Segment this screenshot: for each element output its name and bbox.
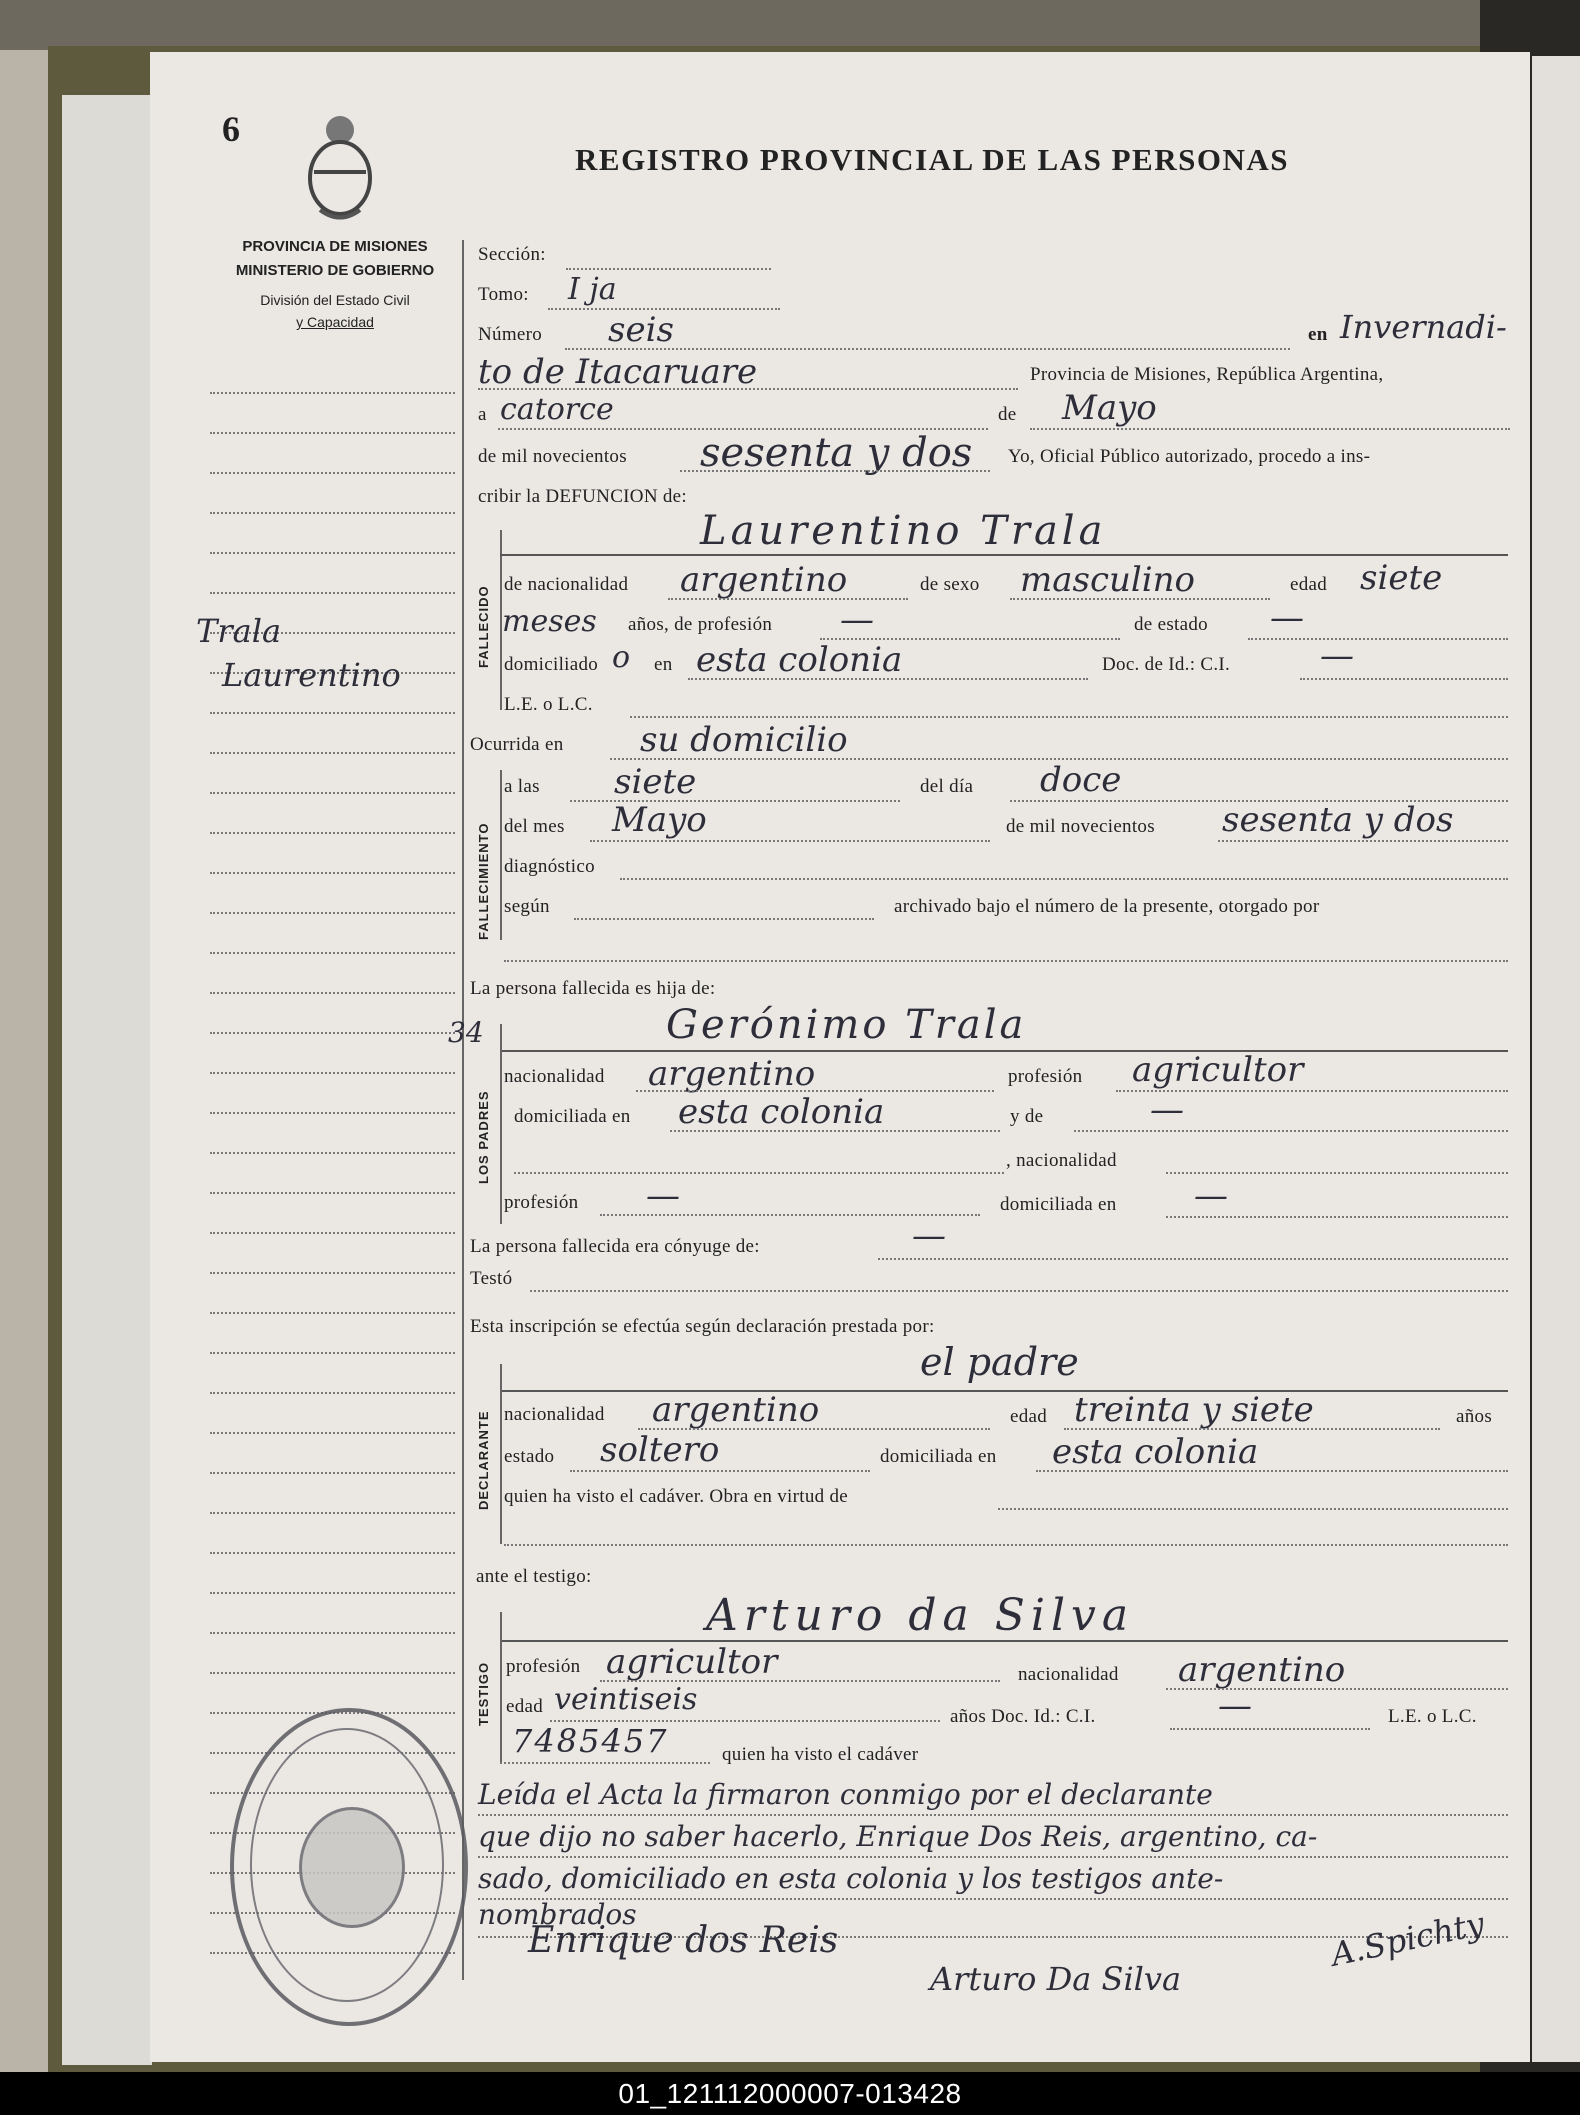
label-estado-decl: estado (504, 1446, 555, 1467)
label-tomo: Tomo: (478, 284, 529, 305)
testigo-rule (500, 1612, 502, 1762)
value-testigo-nacionalidad: argentino (1178, 1650, 1346, 1690)
mes-fallecimiento-line (590, 840, 990, 842)
value-conyuge: — (912, 1216, 946, 1256)
madre-line (1074, 1130, 1508, 1132)
label-profesion-madre: profesión (504, 1192, 579, 1213)
sexo-line (1010, 598, 1270, 600)
note-text-3: sado, domiciliado en esta colonia y los testigos ante- (478, 1862, 1224, 1895)
value-doc: — (1320, 636, 1354, 676)
coat-of-arms-icon (300, 110, 380, 230)
label-edad: edad (1290, 574, 1328, 595)
padre-line (500, 1050, 1508, 1052)
value-madre: — (1150, 1090, 1184, 1130)
madre-domicilio-line (1166, 1216, 1508, 1218)
label-de-mil: de mil novecientos (478, 446, 627, 467)
label-domiciliada-en: domiciliada en (514, 1106, 631, 1127)
margin-given-name: Laurentino (222, 656, 401, 694)
label-de-nacionalidad: de nacionalidad (504, 574, 629, 595)
label-ante-testigo: ante el testigo: (476, 1566, 592, 1587)
side-label-declarante: DECLARANTE (476, 1410, 491, 1510)
page-number: 6 (222, 109, 240, 149)
madre-nacionalidad-line (1166, 1172, 1508, 1174)
value-edad-1: siete (1360, 558, 1443, 598)
label-en: en (1308, 324, 1328, 345)
label-en-domicilio: en (654, 654, 673, 675)
label-nacionalidad-testigo: nacionalidad (1018, 1664, 1119, 1685)
official-seal (230, 1708, 468, 2026)
archivado-line (504, 960, 1508, 962)
value-domicilio: esta colonia (696, 640, 903, 680)
value-nombre: Laurentino Trala (700, 508, 1107, 554)
side-label-padres: LOS PADRES (476, 1090, 491, 1184)
org-ministry: MINISTERIO DE GOBIERNO (235, 262, 435, 279)
value-testigo-ci: — (1218, 1686, 1252, 1726)
label-del-dia: del día (920, 776, 974, 797)
value-place-1: Invernadi- (1340, 308, 1507, 346)
label-segun: según (504, 896, 550, 917)
nombre-line (500, 554, 1508, 556)
label-domiciliada-en-2: domiciliada en (1000, 1194, 1117, 1215)
value-profesion: — (840, 600, 874, 640)
value-declarante: el padre (920, 1340, 1079, 1384)
image-caption: 01_121112000007-013428 (0, 2072, 1580, 2115)
label-testo: Testó (470, 1268, 513, 1289)
value-padre-prefix: 34 (448, 1016, 484, 1049)
org-division: División del Estado Civil (260, 292, 410, 308)
note-line-2 (478, 1856, 1508, 1858)
value-ocurrida: su domicilio (640, 720, 848, 760)
diagnostico-line (620, 878, 1508, 880)
label-de: de (998, 404, 1017, 425)
value-mes-fallecimiento: Mayo (612, 800, 707, 840)
value-dia: catorce (500, 392, 614, 427)
doc-line (1300, 678, 1508, 680)
label-archivado: archivado bajo el número de la presente, otorgado por (894, 896, 1320, 917)
signature-officer: A.Spichty (1327, 1904, 1488, 1974)
decl-domicilio-line (1036, 1470, 1508, 1472)
value-domicilio-suffix: o (612, 640, 631, 675)
label-profesion-padre: profesión (1008, 1066, 1083, 1087)
label-a: a (478, 404, 487, 425)
label-ocurrida-en: Ocurrida en (470, 734, 564, 755)
anio-fallecimiento-line (1218, 840, 1508, 842)
label-de-sexo: de sexo (920, 574, 980, 595)
form-left-rule (462, 240, 464, 1980)
value-decl-nacionalidad: argentino (652, 1390, 820, 1430)
label-cribir: cribir la DEFUNCION de: (478, 486, 687, 507)
value-decl-domicilio: esta colonia (1052, 1432, 1259, 1472)
value-dia-fallecimiento: doce (1040, 760, 1122, 800)
label-del-mes: del mes (504, 816, 565, 837)
value-padre-nacionalidad: argentino (648, 1054, 816, 1094)
label-a-las: a las (504, 776, 540, 797)
segun-line (574, 918, 874, 920)
value-edad-2: meses (502, 604, 597, 639)
note-text-4: nombrados (478, 1898, 637, 1931)
label-domiciliado: domiciliado (504, 654, 599, 675)
label-profesion-testigo: profesión (506, 1656, 581, 1677)
obra-line-2 (504, 1544, 1508, 1546)
label-le-lc: L.E. o L.C. (504, 694, 593, 715)
label-hija-de: La persona fallecida es hija de: (470, 978, 716, 999)
value-hora: siete (614, 762, 697, 802)
value-testigo-edad: veintiseis (554, 1682, 698, 1717)
label-comma-nacionalidad: , nacionalidad (1006, 1150, 1117, 1171)
note-text-1: Leída el Acta la firmaron conmigo por el declarante (478, 1778, 1213, 1811)
value-testigo-profesion: agricultor (606, 1642, 778, 1682)
conyuge-line (878, 1258, 1508, 1260)
label-de-mil-2: de mil novecientos (1006, 816, 1155, 837)
label-anos-doc: años Doc. Id.: C.I. (950, 1706, 1096, 1727)
org-province: PROVINCIA DE MISIONES (242, 238, 428, 255)
seal-emblem-icon (299, 1807, 405, 1928)
decl-edad-line (1064, 1428, 1440, 1430)
label-doc-id: Doc. de Id.: C.I. (1102, 654, 1231, 675)
margin-surname: Trala (196, 612, 282, 650)
label-anos-profesion: años, de profesión (628, 614, 773, 635)
anio-line (680, 470, 990, 472)
place-line (478, 388, 1018, 390)
label-edad-testigo: edad (506, 1696, 544, 1717)
label-provincia: Provincia de Misiones, República Argentina, (1030, 364, 1384, 385)
side-label-fallecimiento: FALLECIMIENTO (476, 822, 491, 940)
label-seccion: Sección: (478, 244, 546, 265)
note-line-1 (478, 1814, 1508, 1816)
side-label-testigo: TESTIGO (476, 1661, 491, 1726)
value-madre-domicilio: — (1194, 1176, 1228, 1216)
label-numero: Número (478, 324, 543, 345)
obra-line (998, 1508, 1508, 1510)
signature-declarant: Enrique dos Reis (528, 1920, 839, 1961)
value-padre-profesion: agricultor (1132, 1050, 1304, 1090)
value-numero: seis (608, 310, 674, 350)
value-anio-fallecimiento: sesenta y dos (1222, 800, 1454, 840)
testigo-num-line (500, 1762, 710, 1764)
note-text-2: que dijo no saber hacerlo, Enrique Dos Reis, argentino, ca- (478, 1820, 1318, 1853)
left-page-edge (62, 95, 152, 2065)
numero-line (565, 348, 1290, 350)
label-y-de: y de (1010, 1106, 1044, 1127)
label-edad-decl: edad (1010, 1406, 1048, 1427)
decl-estado-line (570, 1470, 870, 1472)
value-sexo: masculino (1020, 560, 1196, 600)
value-padre-domicilio: esta colonia (678, 1092, 885, 1132)
value-mes: Mayo (1062, 388, 1157, 428)
mes-line (1030, 428, 1510, 430)
label-quien-visto-testigo: quien ha visto el cadáver (722, 1744, 919, 1765)
label-le-lc-testigo: L.E. o L.C. (1388, 1706, 1477, 1727)
book-rim (0, 0, 1580, 50)
padre-domicilio-line (670, 1130, 1000, 1132)
value-decl-edad: treinta y siete (1074, 1390, 1314, 1430)
label-yo: Yo, Oficial Público autorizado, procedo a ins- (1008, 446, 1371, 467)
label-inscripcion: Esta inscripción se efectúa según declaración prestada por: (470, 1316, 935, 1337)
value-estado: — (1270, 598, 1304, 638)
testo-line (530, 1290, 1508, 1292)
fallecimiento-rule (500, 770, 502, 940)
label-nacionalidad-padre: nacionalidad (504, 1066, 605, 1087)
padres-rule (500, 1024, 502, 1224)
domicilio-line (688, 678, 1088, 680)
label-conyuge: La persona fallecida era cónyuge de: (470, 1236, 760, 1257)
le-lc-line (630, 716, 1508, 718)
label-diagnostico: diagnóstico (504, 856, 595, 877)
estado-line (1248, 638, 1508, 640)
madre-cont-line (514, 1172, 1004, 1174)
value-decl-estado: soltero (600, 1430, 720, 1470)
value-padre: Gerónimo Trala (666, 1002, 1027, 1048)
label-anos: años (1456, 1406, 1493, 1427)
signature-witness: Arturo Da Silva (930, 1960, 1182, 1998)
value-tomo: I ja (568, 272, 617, 307)
value-testigo-num: 7485457 (512, 1722, 669, 1760)
value-place-2: to de Itacaruare (478, 352, 758, 392)
next-page-edge (1532, 56, 1580, 2062)
label-domiciliada-decl: domiciliada en (880, 1446, 997, 1467)
value-testigo: Arturo da Silva (706, 1590, 1135, 1641)
label-de-estado: de estado (1134, 614, 1208, 635)
label-quien-visto: quien ha visto el cadáver. Obra en virtud de (504, 1486, 849, 1507)
testigo-ci-line (1170, 1728, 1370, 1730)
value-madre-profesion: — (646, 1176, 680, 1216)
page-title: REGISTRO PROVINCIAL DE LAS PERSONAS (575, 142, 1289, 177)
org-capacidad: y Capacidad (296, 314, 374, 330)
label-nacionalidad-decl: nacionalidad (504, 1404, 605, 1425)
value-anio: sesenta y dos (700, 430, 973, 476)
seccion-line (566, 268, 771, 270)
side-label-fallecido: FALLECIDO (476, 585, 491, 668)
value-nacionalidad: argentino (680, 560, 848, 600)
declarante-rule (500, 1364, 502, 1544)
